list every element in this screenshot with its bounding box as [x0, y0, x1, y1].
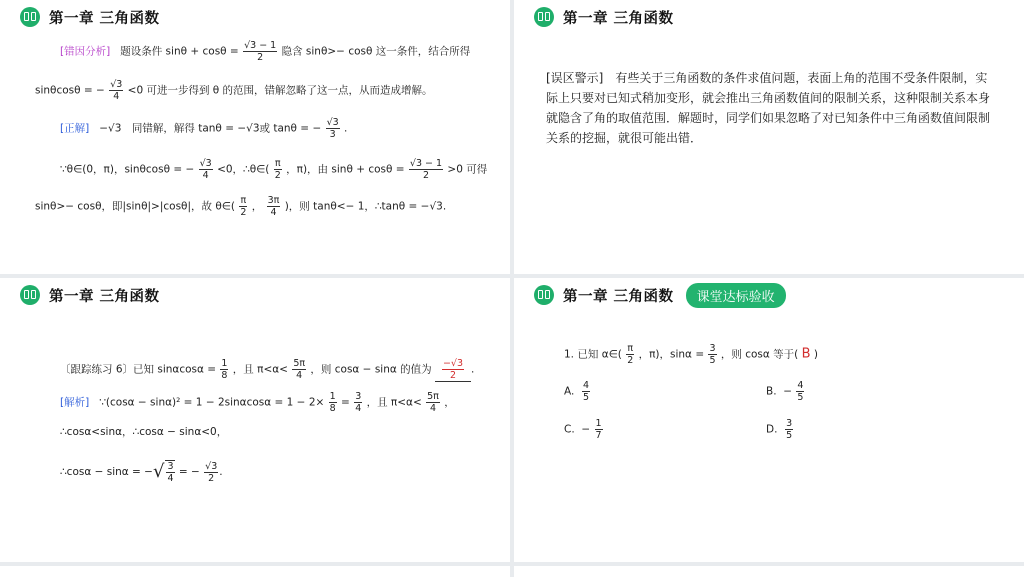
text-segment: ∵(cosα − sinα)² = 1 − 2sinαcosα = 1 − 2×: [99, 396, 325, 409]
text-segment: ，: [251, 200, 263, 213]
analysis-line-1: [60, 391, 455, 414]
option-a[interactable]: [564, 380, 591, 403]
text-segment: ，π)，由 sinθ + cosθ =: [286, 163, 405, 176]
slide-error-analysis: [0, 0, 510, 274]
text-segment: .: [344, 122, 348, 135]
text-segment: .: [471, 363, 475, 376]
book-icon: [20, 7, 40, 27]
fraction: $\frac{1}{8}$: [329, 391, 336, 414]
option-c[interactable]: [564, 418, 604, 441]
chapter-title: 第一章 三角函数: [49, 10, 160, 27]
text-segment: sinθcosθ = −: [35, 84, 105, 97]
text-segment: .: [219, 466, 223, 478]
minus-sign: −: [581, 423, 591, 436]
fraction: $\frac{\pi}{2}$: [240, 195, 247, 218]
fraction: $\frac{3}{5}$: [709, 343, 716, 366]
slide-header: [534, 283, 786, 307]
error-analysis-tag: [错因分析]: [60, 45, 111, 58]
text-segment: >0 可得: [447, 163, 488, 176]
fraction: $\frac{5\pi}{4}$: [293, 358, 306, 381]
book-icon: [20, 285, 40, 305]
fraction: $\frac{4}{5}$: [583, 380, 590, 403]
analysis-tag: [解析]: [60, 396, 90, 409]
text-segment: ): [813, 348, 818, 361]
fraction: $\frac{√3}{4}$: [199, 158, 212, 181]
fraction: $\frac{√3 - 1}{2}$: [244, 40, 277, 63]
text-segment: 1. 已知 α∈(: [564, 348, 622, 361]
fraction: $\frac{3\pi}{4}$: [267, 195, 280, 218]
option-label: C.: [564, 423, 575, 436]
correct-solution-line-1: [60, 117, 347, 140]
fraction: $\frac{1}{8}$: [221, 358, 228, 381]
slide-header: [534, 5, 674, 29]
chapter-title: 第一章 三角函数: [49, 288, 160, 305]
slide-header: [20, 283, 160, 307]
option-b[interactable]: [766, 380, 805, 403]
radical-sign: √: [152, 461, 165, 482]
text-segment: ，则 cosα 等于(: [720, 348, 799, 361]
slide-next-right: [514, 566, 1024, 577]
fraction: $\frac{√3}{2}$: [205, 460, 218, 484]
answer-fraction: $\frac{-√3}{2}$: [442, 358, 464, 381]
misconception-warning-text: [误区警示] 有些关于三角函数的条件求值问题，表面上角的范围不受条件限制，实际上只要对已知式稍加变形，就会推出三角函数值间的限制关系，这种限制关系本身就隐含了角的取值范围．解题时，同学们如果忽略了对已知条件中三角函数值间限制关系的挖掘，就很可能出错．: [546, 71, 991, 145]
fraction: $\frac{5\pi}{4}$: [427, 391, 439, 414]
text-segment: ，: [444, 396, 455, 409]
chapter-title: 第一章 三角函数: [563, 10, 674, 27]
book-icon: [534, 285, 554, 305]
answer-letter: B: [801, 346, 811, 362]
option-label: D.: [766, 423, 778, 436]
fraction: $\frac{1}{7}$: [595, 418, 602, 441]
error-analysis-line-2: [35, 79, 433, 102]
option-label: A.: [564, 385, 575, 398]
correct-solution-tag: [正解]: [60, 122, 90, 135]
answer-blank: [435, 358, 471, 382]
fraction: $\frac{√3 - 1}{2}$: [409, 158, 443, 181]
fraction: $\frac{\pi}{2}$: [274, 158, 281, 181]
fraction: $\frac{\pi}{2}$: [627, 343, 634, 366]
quiz-question: [564, 343, 818, 366]
text-segment: 题设条件 sinθ + cosθ =: [120, 45, 239, 58]
text-segment: 隐含 sinθ>− cosθ 这一条件，结合所得: [281, 45, 471, 58]
analysis-line-3: [60, 460, 223, 484]
text-segment: )，则 tanθ<− 1，∴tanθ = −√3.: [284, 200, 447, 213]
fraction: $\frac{3}{4}$: [355, 391, 362, 414]
correct-solution-line-2: [60, 158, 487, 181]
option-d[interactable]: [766, 418, 794, 441]
class-quiz-badge: 课堂达标验收: [686, 283, 786, 308]
slide-follow-up-exercise: [0, 278, 510, 562]
text-segment: ∴cosα − sinα = −: [60, 466, 153, 478]
minus-sign: −: [783, 385, 793, 398]
text-segment: = −: [178, 466, 200, 478]
text-segment: ，且 π<α<: [232, 363, 288, 376]
text-segment: ，π)，sinα =: [638, 348, 705, 361]
error-analysis-line-1: [60, 40, 470, 63]
text-segment: ∵θ∈(0，π)，sinθcosθ = −: [60, 163, 195, 176]
option-label: B.: [766, 385, 777, 398]
exercise-question: [60, 358, 474, 382]
book-icon: [534, 7, 554, 27]
analysis-line-2: ∴cosα<sinα，∴cosα − sinα<0，: [60, 426, 228, 438]
fraction: $\frac{3}{5}$: [786, 418, 793, 441]
correct-solution-line-3: [35, 195, 446, 218]
text-segment: sinθ>− cosθ，即|sinθ|>|cosθ|，故 θ∈(: [35, 200, 236, 213]
text-segment: ，且 π<α<: [366, 396, 422, 409]
text-segment: 〔跟踪练习 6〕已知 sinαcosα =: [60, 363, 217, 376]
fraction: $\frac{√3}{3}$: [326, 117, 339, 140]
text-segment: <0，∴θ∈(: [217, 163, 270, 176]
text-segment: =: [341, 396, 350, 409]
text-segment: −√3 同错解，解得 tanθ = −√3或 tanθ = −: [99, 122, 322, 135]
slide-header: [20, 5, 160, 29]
chapter-title: 第一章 三角函数: [563, 288, 674, 305]
fraction: $\frac{√3}{4}$: [110, 79, 123, 102]
fraction: $\frac{4}{5}$: [797, 380, 804, 403]
slide-next-left: [0, 566, 510, 577]
fraction: $\frac{3}{4}$: [167, 461, 174, 484]
text-segment: ，则 cosα − sinα 的值为: [310, 363, 432, 376]
slide-class-quiz: [514, 278, 1024, 562]
text-segment: <0 可进一步得到 θ 的范围，错解忽略了这一点，从而造成增解。: [127, 84, 433, 97]
